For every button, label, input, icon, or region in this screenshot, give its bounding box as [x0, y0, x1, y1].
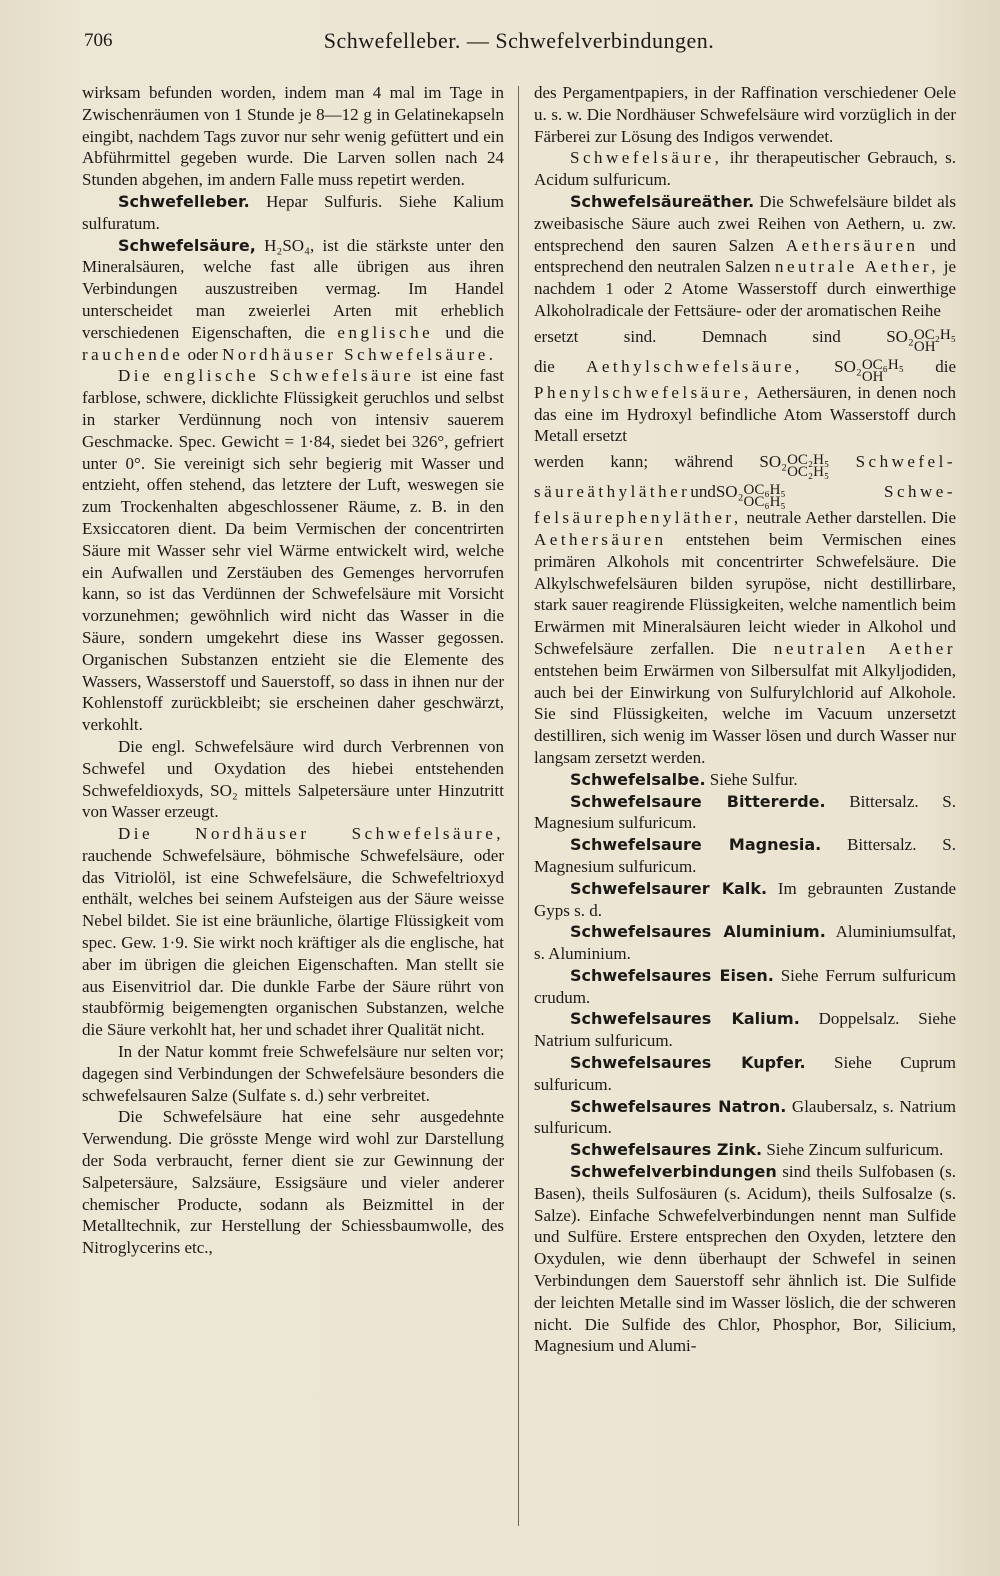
- entry-eisen: [534, 965, 956, 1009]
- headword-schwefelsaeure: Schwefelsäure,: [118, 235, 256, 255]
- spaced-term: neutralen Aether: [773, 638, 956, 658]
- entry-aluminium: [534, 921, 956, 965]
- spaced-term: säureäthyläther: [534, 482, 691, 502]
- paragraph-larven: wirksam befunden worden, indem man 4 mal im Tage in Zwischenräumen von 1 Stunde je 8—12 g in Gelatinekapseln eingibt, nachdem Tags zuvor nur sehr wenig gefüttert und ein Abführmittel gegeben wurde. Die Larven sollen nach 24 Stunden abgehen, im andern Falle muss repetirt werden.: [82, 83, 504, 190]
- headword-natron: Schwefelsaures Natron.: [570, 1096, 787, 1116]
- spaced-term: englische: [337, 322, 434, 342]
- formula-stack: [743, 482, 786, 511]
- entry-kalk: [534, 878, 956, 922]
- page-header: [84, 28, 954, 62]
- formula-line-1: [534, 322, 956, 355]
- entry-text: Siehe Cuprum sulfuricum.: [534, 1053, 956, 1094]
- formula-line-4: [534, 477, 956, 511]
- headword-schwefelleber: Schwefelleber.: [118, 191, 250, 211]
- headword-kalk: Schwefelsaurer Kalk.: [570, 878, 768, 898]
- formula-text: die: [935, 356, 957, 376]
- paragraph-phenyl: [534, 382, 956, 447]
- entry-text: oder: [183, 344, 223, 364]
- entry-bittererde: [534, 791, 956, 835]
- formula-so2: SO₂: [715, 482, 744, 502]
- right-column: [534, 82, 956, 1357]
- paragraph-aether-bildung: [534, 507, 956, 769]
- headword-aluminium: Schwefelsaures Aluminium.: [570, 922, 826, 942]
- entry-text: Die Schwefelsäure bildet als zweibasische Säure auch zwei Reihen von Aethern, u. zw. entsprechend den sauren Salzen: [534, 191, 956, 255]
- headword-bittererde: Schwefelsaure Bittererde.: [570, 791, 826, 811]
- running-title: Schwefelleber. — Schwefelverbindungen.: [323, 28, 715, 53]
- spaced-term: Aethersäuren: [785, 235, 919, 255]
- paragraph-text: ihr therapeutischer Gebrauch, s. Acidum sulfuricum.: [534, 148, 956, 190]
- formula-stack: [913, 326, 956, 355]
- formula-group: [715, 482, 786, 511]
- entry-schwefelsaeure: [82, 235, 504, 366]
- spaced-term: felsäurephenyläther,: [534, 508, 742, 528]
- paragraph-herstellung: Die engl. Schwefelsäure wird durch Verbrennen von Schwefel und Oxydation des hiebei entstehenden Schwefeldioxyds, SO₂ mittels Salpetersäure unter Hinzutritt von Wasser erzeugt.: [82, 736, 504, 822]
- formula-text: werden kann; während: [534, 452, 734, 472]
- entry-text: sind theils Sulfobasen (s. Basen), theils Sulfosäuren (s. Acidum), theils Sulfosalze (s. Salze). Einfache Schwefelverbindungen nennt man Sulfide und Sulfüre. Erstere entsprechen den Oxyden, letztere den Oxydulen, wie denn überhaupt der Schwefel in seinen Verbindungen dem Sauerstoff sehr ähnlich ist. Die Sulfide der leichten Metalle sind im Wasser löslich, die der schweren nicht. Die Sulfide des Chlor, Phosphor, Bor, Silicium, Magnesium und Alumi-: [534, 1162, 956, 1356]
- headword-schwefelsalbe: Schwefelsalbe.: [570, 769, 706, 789]
- formula-group: [834, 356, 904, 385]
- entry-schwefelsaeureaether: [534, 191, 956, 322]
- formula-so2: SO₂: [759, 452, 788, 472]
- paragraph-text: entstehen beim Vermischen eines primären Alkohols mit concentrirter Schwefelsäure. Die Alkylschwefelsäuren bilden syrupöse, nicht destillirbare, stark sauer reagirende Flüssigkeiten, welche namentlich beim Erwärmen mit Mineralsäuren leicht wieder in Alkohol und Schwefelsäure zerfallen. Die: [534, 529, 956, 658]
- entry-schwefelverbindungen: [534, 1161, 956, 1357]
- entry-text: Hepar Sulfuris. Siehe Kalium sulfuratum.: [82, 191, 504, 233]
- spaced-term: Phenylschwefelsäure,: [534, 382, 752, 402]
- formula-so2: SO₂: [834, 356, 862, 376]
- formula-line-3: [534, 447, 956, 481]
- paragraph-englische: [82, 365, 504, 736]
- spaced-term: Schwefelsäure,: [570, 148, 723, 168]
- headword-kalium: Schwefelsaures Kalium.: [570, 1009, 800, 1029]
- spaced-term: Nordhäuser Schwefelsäure.: [222, 344, 497, 364]
- formula-stack: [787, 452, 830, 481]
- spaced-term: Aethersäuren: [534, 529, 667, 549]
- entry-schwefelleber: [82, 191, 504, 235]
- column-divider: [518, 86, 519, 1526]
- formula-top: OC₆H₅: [861, 356, 904, 373]
- entry-text: und entsprechend den neutralen Salzen: [534, 235, 956, 277]
- formula-bottom: OC₆H₅: [743, 494, 786, 511]
- paragraph-continuation: des Pergamentpapiers, in der Raffination verschiedener Oele u. s. w. Die Nordhäuser Schwefelsäure wird vorzüglich in der Färberei zur Lösung des Indigos verwendet.: [534, 83, 956, 146]
- left-column: [82, 82, 504, 1259]
- formula-stack: [861, 356, 904, 385]
- entry-kupfer: [534, 1052, 956, 1096]
- headword-magnesia: Schwefelsaure Magnesia.: [570, 835, 822, 855]
- entry-text: und die: [433, 322, 504, 342]
- entry-natron: [534, 1096, 956, 1140]
- page-number: 706: [84, 30, 113, 51]
- formula-top: OC₂H₅: [913, 326, 956, 343]
- spaced-term: Schwe-: [884, 482, 956, 502]
- entry-text: je nachdem 1 oder 2 Atome Wasserstoff durch einwerthige Alkoholradicale der Fettsäure- oder der aromatischen Reihe: [534, 257, 956, 320]
- paragraph-nordhaeuser: [82, 823, 504, 1041]
- paragraph-text: ist eine fast farblose, schwere, dicklichte Flüssigkeit geruchlos und selbst in starker Verdünnung noch von intensiv sauerem Geschmacke. Spec. Gewicht = 1·84, siedet bei 326°, gefriert unter 0°. Sie vereinigt sich sehr begierig mit Wasser und entzieht, offen stehend, das letztere der Luft, weswegen sie zum Trockenhalten abgeschlossener Räume, z. B. in den Exsiccatoren dient. Da beim Vermischen der concentrirten Säure mit Wasser sehr viel Wärme entwickelt wird, welche ein Aufwallen und Zerstäuben des Gemenges hervorrufen kann, so ist das Verdünnen der Schwefelsäure mit Vorsicht vorzunehmen; gewöhnlich wird nicht das Wasser in die Säure, sondern umgekehrt diese ins Wasser gegossen. Organischen Substanzen entzieht sie die Elemente des Wassers, Wasserstoff und Sauerstoff, so dass in ihnen nur der Kohlenstoff zurückbleibt; sie erscheinen daher geschwärzt, verkohlt.: [82, 366, 504, 735]
- formula-text: und: [690, 482, 716, 502]
- spaced-term: Aethylschwefelsäure,: [586, 356, 803, 376]
- spaced-term: rauchende: [82, 344, 184, 364]
- paragraph-text: rauchende Schwefelsäure, böhmische Schwefelsäure, oder das Vitriolöl, ist eine Schwefelsäure, die Schwefeltrioxyd enthält, welches bei seinem Aufsteigen aus der Säure weisse Nebel bildet. Sie ist eine bräunliche, ölartige Flüssigkeit vom spec. Gew. 1·9. Sie wirkt noch kräftiger als die englische, hat aber im übrigen die gleichen Eigenschaften. Man stellt sie aus Eisenvitriol dar. Die dunkle Farbe der Säure rührt von staubförmig beigemengten organischen Substanzen, welche die Säure verkohlt hat, her und schadet ihrer Qualität nicht.: [82, 845, 504, 1040]
- headword-schwefelverbindungen: Schwefelverbindungen: [570, 1162, 777, 1182]
- entry-text: Doppelsalz. Siehe Natrium sulfuricum.: [534, 1009, 956, 1051]
- headword-schwefelsaeureaether: Schwefelsäureäther.: [570, 191, 755, 211]
- entry-text: Im gebraunten Zustande Gyps s. d.: [534, 878, 957, 920]
- headword-zink: Schwefelsaures Zink.: [570, 1140, 763, 1160]
- spaced-term: neutrale Aether,: [774, 257, 940, 277]
- entry-text: Siehe Sulfur.: [705, 769, 798, 789]
- formula-text: die: [534, 356, 555, 376]
- formula-top: OC₆H₅: [743, 482, 786, 499]
- spaced-term: Schwefel-: [855, 452, 956, 472]
- formula-bottom: OH: [913, 338, 936, 355]
- entry-text: Glaubersalz, s. Natrium sulfuricum.: [534, 1096, 957, 1138]
- headword-eisen: Schwefelsaures Eisen.: [570, 965, 774, 985]
- paragraph-therapeutisch: [534, 147, 956, 191]
- formula-text: ersetzt sind. Demnach sind: [534, 326, 841, 346]
- entry-zink: [534, 1139, 956, 1161]
- entry-text: ist die stärkste unter den Mineralsäuren, welche fast alle übrigen aus ihren Verbindungen auszustreiben vermag. Im Handel unterscheidet man zweierlei Arten mit erheblich verschiedenen Eigenschaften, die: [82, 235, 504, 342]
- formula-bottom: OH: [861, 368, 884, 385]
- entry-text: Siehe Zincum sulfuricum.: [762, 1140, 944, 1160]
- spaced-term: Die englische Schwefelsäure: [118, 366, 415, 386]
- entry-kalium: [534, 1008, 956, 1052]
- formula-line-2: [534, 352, 957, 385]
- entry-text: Bittersalz. S. Magnesium sulfuricum.: [534, 835, 956, 876]
- headword-kupfer: Schwefelsaures Kupfer.: [570, 1053, 806, 1073]
- paragraph-text: Aethersäuren, in denen noch das eine im Hydroxyl befindliche Atom Wasserstoff durch Metall ersetzt: [534, 382, 956, 446]
- formula-group: [886, 326, 956, 355]
- formula-bottom: OC₂H₅: [787, 464, 830, 481]
- paragraph-text: neutrale Aether darstellen. Die: [741, 508, 956, 528]
- chemical-formula: H₂SO₄,: [255, 235, 315, 255]
- formula-so2: SO₂: [886, 326, 914, 346]
- entry-text: Aluminiumsulfat, s. Aluminium.: [534, 922, 956, 964]
- formula-top: OC₂H₅: [787, 452, 830, 469]
- formula-group: [759, 452, 830, 481]
- entry-text: Siehe Ferrum sulfuricum crudum.: [534, 965, 956, 1007]
- entry-schwefelsalbe: [534, 769, 956, 791]
- paragraph-verwendung: Die Schwefelsäure hat eine sehr ausgedehnte Verwendung. Die grösste Menge wird wohl zur Darstellung der Soda verbraucht, ferner dient sie zur Gewinnung der Salpetersäure, Salzsäure, Essigsäure und vieler anderer chemischer Producte, sodann als Beizmittel in der Metalltechnik, zur Herstellung der Schiessbaumwolle, des Nitroglycerins etc.,: [82, 1107, 504, 1258]
- entry-text: Bittersalz. S. Magnesium sulfuricum.: [534, 791, 956, 833]
- entry-magnesia: [534, 834, 956, 878]
- spaced-term: Die Nordhäuser Schwefelsäure,: [118, 824, 504, 844]
- paragraph-natur: In der Natur kommt freie Schwefelsäure nur selten vor; dagegen sind Verbindungen der Schwefelsäure besonders die schwefelsauren Salze (Sulfate s. d.) sehr verbreitet.: [82, 1042, 504, 1105]
- paragraph-text: entstehen beim Erwärmen von Silbersulfat mit Alkyljodiden, auch bei der Einwirkung von Sulfurylchlorid auf Alkohole. Sie sind Flüssigkeiten, welche im Vacuum unzersetzt destilliren, sich wenig im Wasser lösen und durch Wasser nur langsam zersetzt werden.: [534, 660, 956, 767]
